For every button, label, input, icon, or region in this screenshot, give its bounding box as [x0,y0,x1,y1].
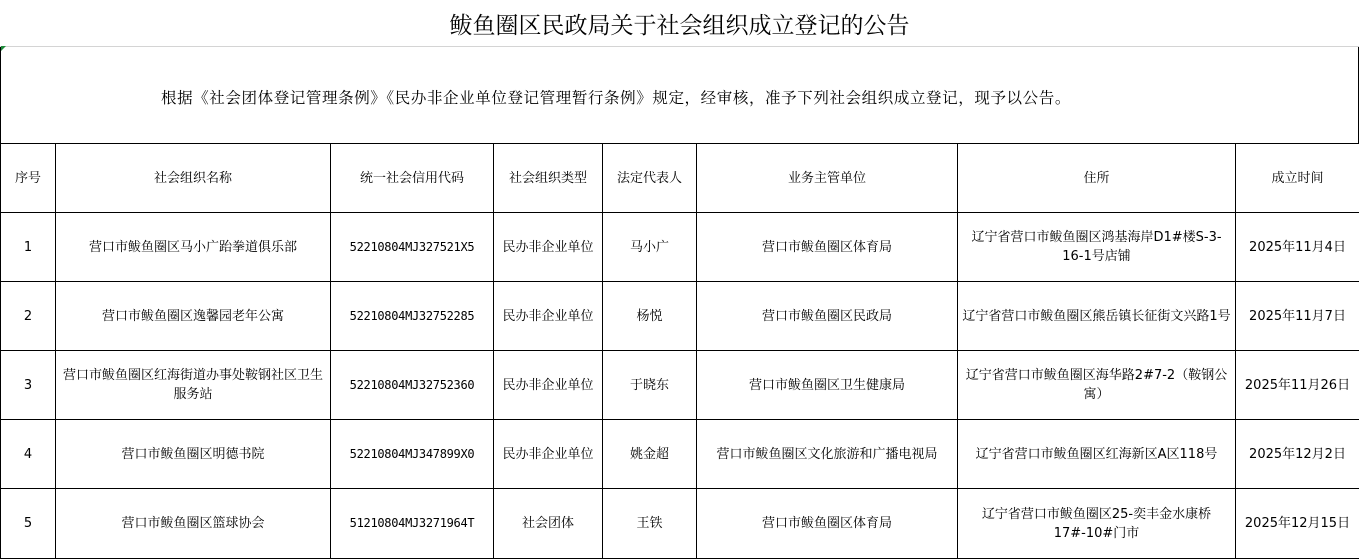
cell-org-type: 民办非企业单位 [494,282,603,351]
header-credit-code: 统一社会信用代码 [331,144,494,213]
header-legal-rep: 法定代表人 [603,144,697,213]
cell-credit-code: 51210804MJ3271964T [331,489,494,559]
cell-index: 2 [1,282,56,351]
header-supervisor: 业务主管单位 [697,144,958,213]
table-row [1,213,1359,282]
cell-founded-date: 2025年11月7日 [1236,282,1359,351]
cell-org-type: 民办非企业单位 [494,213,603,282]
cell-org-name: 营口市鲅鱼圈区明德书院 [56,420,331,489]
intro-paragraph: 根据《社会团体登记管理条例》《民办非企业单位登记管理暂行条例》规定，经审核，准予下列社会组织成立登记，现予以公告。 [0,47,1359,143]
cell-founded-date: 2025年12月2日 [1236,420,1359,489]
cell-founded-date: 2025年12月15日 [1236,489,1359,559]
cell-supervisor: 营口市鲅鱼圈区体育局 [697,489,958,559]
cell-legal-rep: 杨悦 [603,282,697,351]
cell-org-name: 营口市鲅鱼圈区篮球协会 [56,489,331,559]
cell-org-type: 民办非企业单位 [494,351,603,420]
header-index: 序号 [1,144,56,213]
cell-address: 辽宁省营口市鲅鱼圈区红海新区A区118号 [958,420,1236,489]
cell-legal-rep: 王铁 [603,489,697,559]
table-row [1,489,1359,559]
cell-supervisor: 营口市鲅鱼圈区文化旅游和广播电视局 [697,420,958,489]
cell-address: 辽宁省营口市鲅鱼圈区熊岳镇长征街文兴路1号 [958,282,1236,351]
cell-org-name: 营口市鲅鱼圈区红海街道办事处鞍钢社区卫生服务站 [56,351,331,420]
cell-index: 5 [1,489,56,559]
cell-founded-date: 2025年11月26日 [1236,351,1359,420]
table-row [1,351,1359,420]
cell-legal-rep: 于晓东 [603,351,697,420]
cell-supervisor: 营口市鲅鱼圈区体育局 [697,213,958,282]
cell-address: 辽宁省营口市鲅鱼圈区25-奕丰金水康桥17#-10#门市 [958,489,1236,559]
cell-org-type: 社会团体 [494,489,603,559]
cell-supervisor: 营口市鲅鱼圈区民政局 [697,282,958,351]
page-title: 鲅鱼圈区民政局关于社会组织成立登记的公告 [0,0,1359,47]
cell-org-type: 民办非企业单位 [494,420,603,489]
registration-table [0,143,1359,559]
header-org-name: 社会组织名称 [56,144,331,213]
cell-index: 4 [1,420,56,489]
cell-org-name: 营口市鲅鱼圈区马小广跆拳道俱乐部 [56,213,331,282]
table-row [1,282,1359,351]
cell-supervisor: 营口市鲅鱼圈区卫生健康局 [697,351,958,420]
cell-legal-rep: 姚金超 [603,420,697,489]
cell-credit-code: 52210804MJ327521X5 [331,213,494,282]
cell-credit-code: 52210804MJ32752360 [331,351,494,420]
header-org-type: 社会组织类型 [494,144,603,213]
header-address: 住所 [958,144,1236,213]
header-founded-date: 成立时间 [1236,144,1359,213]
cell-credit-code: 52210804MJ347899X0 [331,420,494,489]
cell-index: 3 [1,351,56,420]
cell-index: 1 [1,213,56,282]
cell-founded-date: 2025年11月4日 [1236,213,1359,282]
cell-credit-code: 52210804MJ32752285 [331,282,494,351]
cell-legal-rep: 马小广 [603,213,697,282]
cell-address: 辽宁省营口市鲅鱼圈区鸿基海岸D1#楼S-3-16-1号店铺 [958,213,1236,282]
table-row [1,420,1359,489]
cell-address: 辽宁省营口市鲅鱼圈区海华路2#7-2（鞍钢公寓） [958,351,1236,420]
table-header-row [1,144,1359,213]
cell-org-name: 营口市鲅鱼圈区逸馨园老年公寓 [56,282,331,351]
